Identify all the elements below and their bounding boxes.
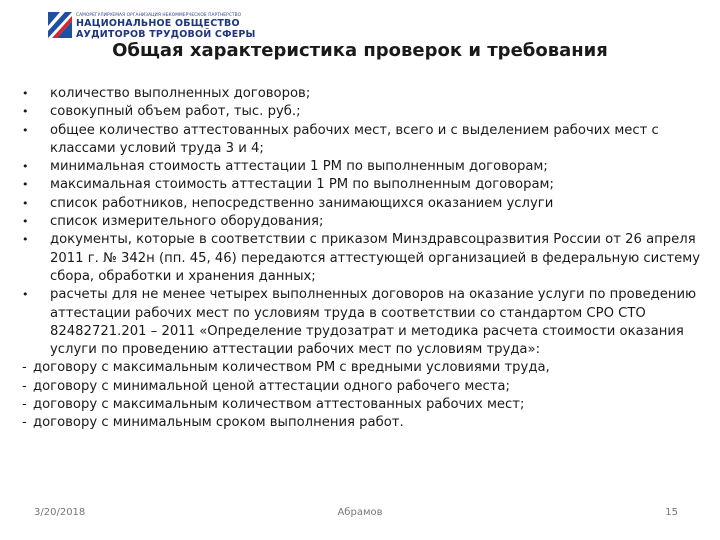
list-item-text: максимальная стоимость аттестации 1 РМ по выполненным договорам; [50, 177, 554, 193]
list-item [22, 213, 702, 231]
dash-list-item [22, 359, 702, 377]
page-number: 15 [665, 507, 678, 518]
dash-list-item-text: договору с минимальным сроком выполнения работ. [32, 415, 404, 431]
dash-list-item [22, 378, 702, 396]
dash-marker: - [22, 397, 27, 413]
logo-name-line-1: НАЦИОНАЛЬНОЕ ОБЩЕСТВО [76, 18, 240, 29]
dash-list-item [22, 414, 702, 432]
list-item-text: список измерительного оборудования; [50, 214, 324, 230]
list-item-text: расчеты для не менее четырех выполненных договоров на оказание услуги по проведению аттестации рабочих мест по условиям труда в соответствии со стандартом СРО СТО 82482721.201 – 2011 «Определение трудозатрат и методика расчета стоимости оказания услуги по проведению аттестации рабочих мест по условиям труда»: [50, 287, 697, 358]
contract-criteria-list [22, 359, 702, 432]
dash-marker: - [22, 378, 27, 394]
slide-content [22, 85, 702, 433]
bullet-icon: • [22, 123, 29, 137]
list-item-text: количество выполненных договоров; [50, 86, 311, 101]
bullet-icon: • [22, 215, 29, 229]
dash-marker: - [22, 360, 27, 376]
bullet-icon: • [22, 233, 29, 247]
bullet-icon: • [22, 178, 29, 192]
dash-list-item [22, 396, 702, 414]
footer-author: Абрамов [337, 507, 383, 518]
logo-caption: САМОРЕГУЛИРУЕМАЯ ОРГАНИЗАЦИЯ НЕКОММЕРЧЕСКОЕ ПАРТНЕРСТВО [76, 13, 242, 18]
bullet-icon: • [22, 196, 29, 210]
slide-title: Общая характеристика проверок и требования [112, 40, 608, 61]
dash-list-item-text: договору с максимальным количеством РМ с вредными условиями труда, [32, 360, 550, 376]
logo-name-line-2: АУДИТОРОВ ТРУДОВОЙ СФЕРЫ [76, 28, 256, 40]
requirements-list [22, 85, 702, 359]
dash-list-item-text: договору с минимальной ценой аттестации одного рабочего места; [32, 378, 510, 394]
list-item-text: совокупный объем работ, тыс. руб.; [50, 104, 301, 120]
bullet-icon: • [22, 105, 29, 119]
list-item-text: документы, которые в соответствии с приказом Минздравсоцразвития России от 26 апреля 2011 г. № 342н (пп. 45, 46) передаются аттестующей организацией в федеральную систему сбора, обработки и хранения данных; [50, 232, 701, 284]
footer-date: 3/20/2018 [34, 507, 86, 518]
list-item [22, 231, 702, 286]
bullet-icon: • [22, 288, 29, 302]
list-item [22, 85, 702, 103]
logo-emblem-icon [48, 12, 72, 38]
list-item [22, 103, 702, 121]
list-item [22, 176, 702, 194]
dash-list-item-text: договору с максимальным количеством аттестованных рабочих мест; [32, 397, 525, 413]
list-item [22, 286, 702, 359]
list-item-text: список работников, непосредственно занимающихся оказанием услуги [50, 195, 554, 211]
list-item [22, 158, 702, 176]
bullet-icon: • [22, 160, 29, 174]
bullet-icon: • [22, 87, 29, 100]
list-item-text: общее количество аттестованных рабочих мест, всего и с выделением рабочих мест с классами условий труда 3 и 4; [50, 122, 659, 156]
list-item-text: минимальная стоимость аттестации 1 РМ по выполненным договорам; [50, 159, 548, 175]
list-item [22, 195, 702, 213]
list-item [22, 122, 702, 159]
dash-marker: - [22, 415, 27, 431]
